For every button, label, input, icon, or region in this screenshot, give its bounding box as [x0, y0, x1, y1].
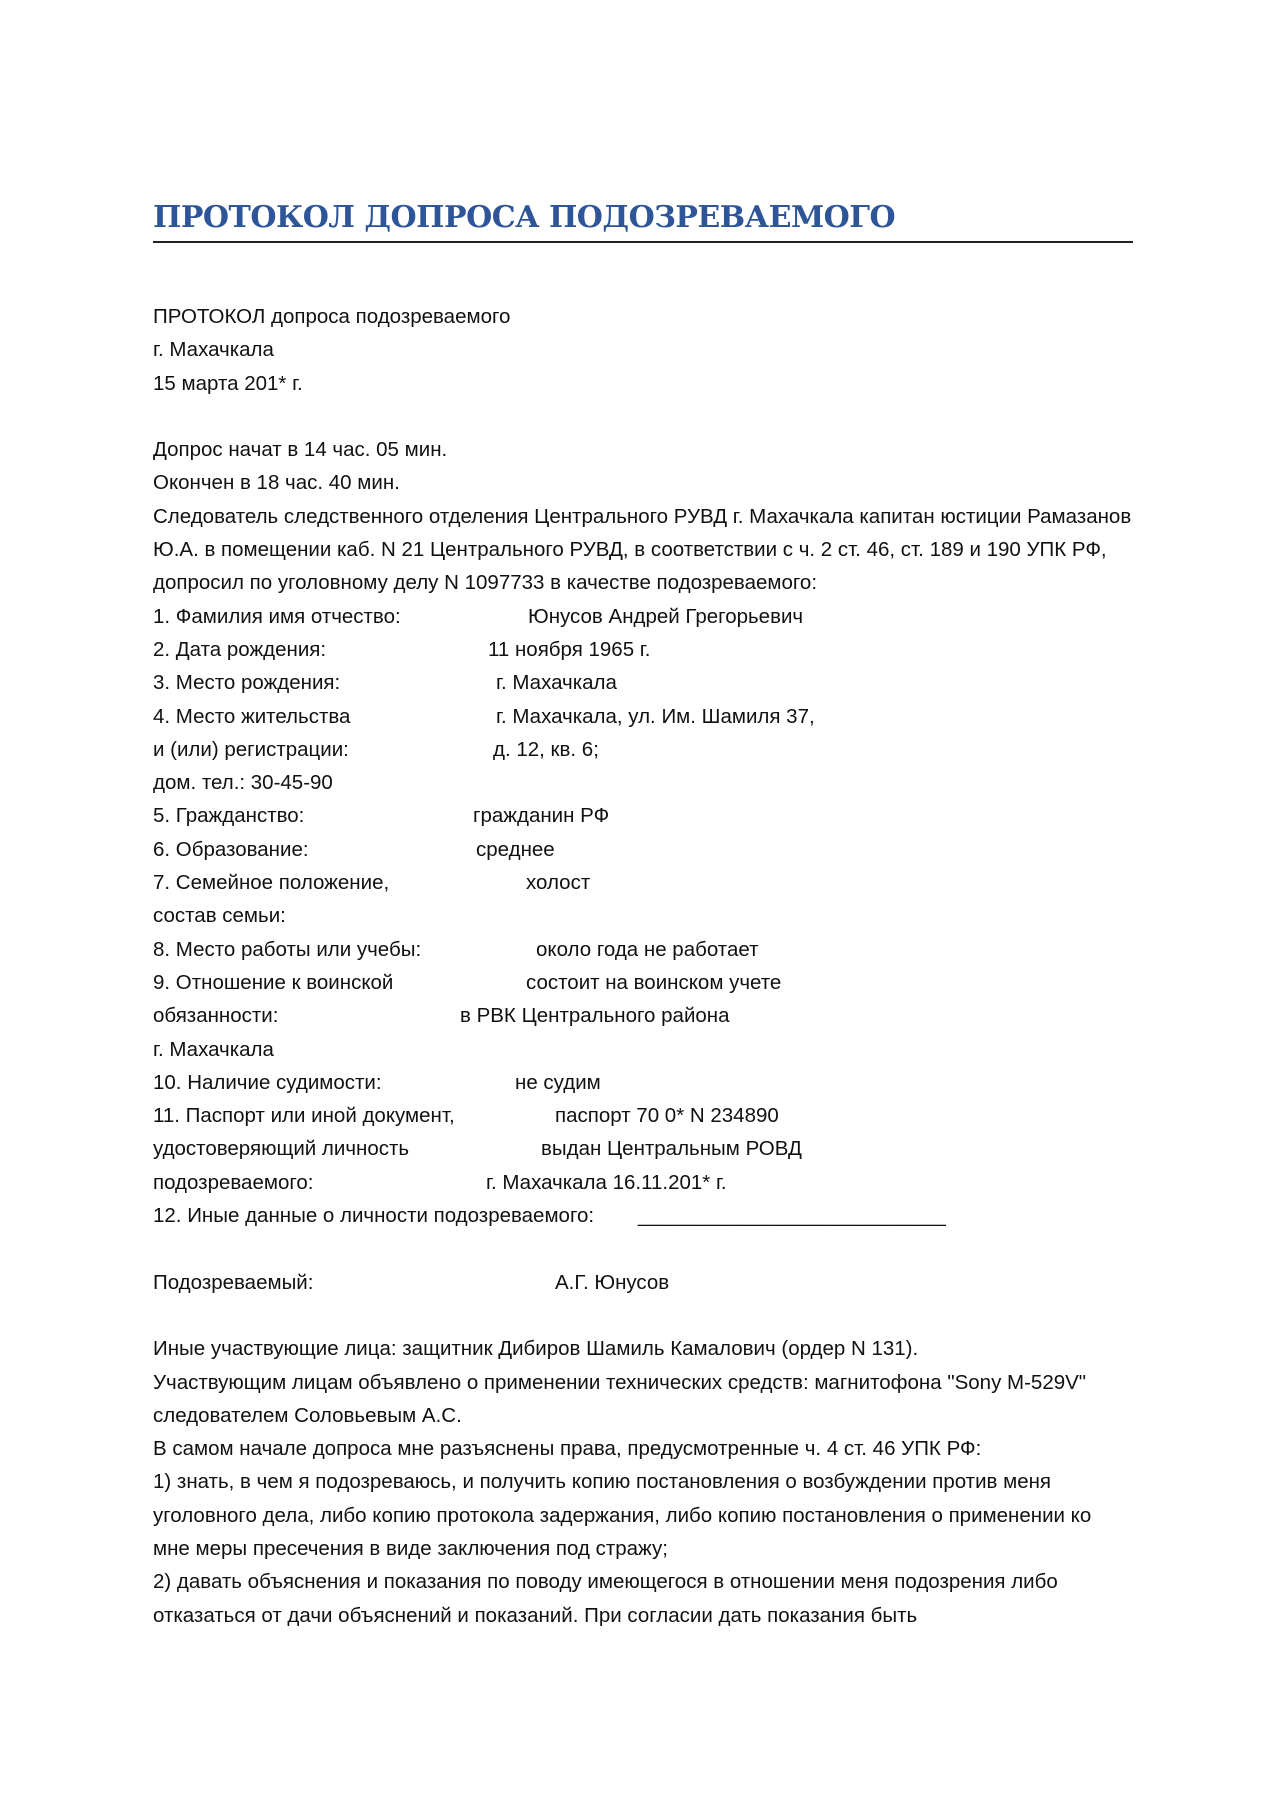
- field-label: 9. Отношение к воинской: [153, 970, 394, 994]
- field-row: [153, 999, 1133, 1032]
- city-line: г. Махачкала: [153, 338, 274, 362]
- field-label: удостоверяющий личность: [153, 1137, 410, 1161]
- field-label: обязанности:: [153, 1004, 279, 1028]
- field-value: паспорт 70 0* N 234890: [555, 1104, 779, 1128]
- field-label: 1. Фамилия имя отчество:: [153, 604, 401, 628]
- suspect-name: А.Г. Юнусов: [555, 1270, 670, 1294]
- field-label: 10. Наличие судимости:: [153, 1070, 382, 1094]
- suspect-signature-row: [153, 1266, 1133, 1299]
- title-underline: [153, 241, 1133, 243]
- field-row: [153, 1199, 1133, 1232]
- field-row: [153, 966, 1133, 999]
- field-value: д. 12, кв. 6;: [493, 737, 599, 761]
- field-row: [153, 666, 1133, 699]
- field-label: дом. тел.: 30-45-90: [153, 771, 333, 795]
- field-value: г. Махачкала, ул. Им. Шамиля 37,: [496, 704, 815, 728]
- field-row: [153, 899, 1133, 932]
- field-label: 2. Дата рождения:: [153, 637, 327, 661]
- protocol-heading: ПРОТОКОЛ допроса подозреваемого: [153, 305, 511, 328]
- start-time: Допрос начат в 14 час. 05 мин.: [153, 438, 448, 462]
- field-row: [153, 799, 1133, 832]
- field-value: холост: [526, 871, 591, 895]
- intro-paragraph: Следователь следственного отделения Центрального РУВД г. Махачкала капитан юстиции Рамазанов Ю.А. в помещении каб. N 21 Центрального РУВД, в соответствии с ч. 2 ст. 46, ст. 189 и 190 УПК РФ, допросил по уголовному делу N 1097733 в качестве подозреваемого:: [153, 504, 1132, 595]
- field-value: не судим: [515, 1070, 601, 1094]
- field-row: [153, 1132, 1133, 1165]
- field-row: [153, 600, 1133, 633]
- field-row: [153, 1033, 1133, 1066]
- field-row: [153, 633, 1133, 666]
- field-value: состоит на воинском учете: [526, 970, 782, 994]
- field-label: 6. Образование:: [153, 837, 309, 861]
- field-label: 7. Семейное положение,: [153, 871, 390, 895]
- field-value: в РВК Центрального района: [460, 1004, 730, 1028]
- field-label: состав семьи:: [153, 904, 286, 928]
- field-label: 3. Место рождения:: [153, 671, 341, 695]
- field-label: подозреваемого:: [153, 1170, 314, 1194]
- field-value: гражданин РФ: [473, 804, 610, 828]
- field-row: [153, 700, 1133, 733]
- field-value: г. Махачкала: [496, 671, 617, 695]
- field-value: ___________________________: [638, 1204, 946, 1228]
- document-title: ПРОТОКОЛ ДОПРОСА ПОДОЗРЕВАЕМОГО: [153, 200, 896, 235]
- end-time: Окончен в 18 час. 40 мин.: [153, 471, 400, 495]
- right-1: 1) знать, в чем я подозреваюсь, и получить копию постановления о возбуждении против меня уголовного дела, либо копию протокола задержания, либо копию постановления о применении ко мне меры пресечения в виде заключения под стражу;: [153, 1470, 1092, 1560]
- field-label: 4. Место жительства: [153, 704, 351, 728]
- field-row: [153, 1066, 1133, 1099]
- field-row: [153, 933, 1133, 966]
- suspect-label: Подозреваемый:: [153, 1270, 314, 1294]
- field-row: [153, 766, 1133, 799]
- right-2: 2) давать объяснения и показания по поводу имеющегося в отношении меня подозрения либо отказаться от дачи объяснений и показаний. При согласии дать показания быть: [153, 1570, 1058, 1627]
- field-row: [153, 1099, 1133, 1132]
- field-row: [153, 833, 1133, 866]
- field-label: 12. Иные данные о личности подозреваемого:: [153, 1204, 595, 1228]
- field-value: 11 ноября 1965 г.: [488, 637, 651, 661]
- field-value: около года не работает: [536, 937, 759, 961]
- field-label: и (или) регистрации:: [153, 737, 349, 761]
- field-value: Юнусов Андрей Грегорьевич: [528, 604, 804, 628]
- field-label: 8. Место работы или учебы:: [153, 937, 422, 961]
- field-row: [153, 1166, 1133, 1199]
- field-label: 11. Паспорт или иной документ,: [153, 1104, 455, 1128]
- field-label: г. Махачкала: [153, 1037, 274, 1061]
- document-body: [153, 300, 1133, 1632]
- rights-intro: В самом начале допроса мне разъяснены права, предусмотренные ч. 4 ст. 46 УПК РФ:: [153, 1437, 982, 1461]
- tech-paragraph: Участвующим лицам объявлено о применении технических средств: магнитофона "Sony M-529V" следователем Соловьевым А.С.: [153, 1370, 1087, 1427]
- field-label: 5. Гражданство:: [153, 804, 305, 828]
- field-value: выдан Центральным РОВД: [541, 1137, 802, 1161]
- date-line: 15 марта 201* г.: [153, 371, 303, 395]
- field-row: [153, 733, 1133, 766]
- field-value: г. Махачкала 16.11.201* г.: [486, 1170, 727, 1194]
- field-row: [153, 866, 1133, 899]
- field-value: среднее: [476, 837, 555, 861]
- participants-paragraph: Иные участвующие лица: защитник Дибиров Шамиль Камалович (ордер N 131).: [153, 1337, 919, 1361]
